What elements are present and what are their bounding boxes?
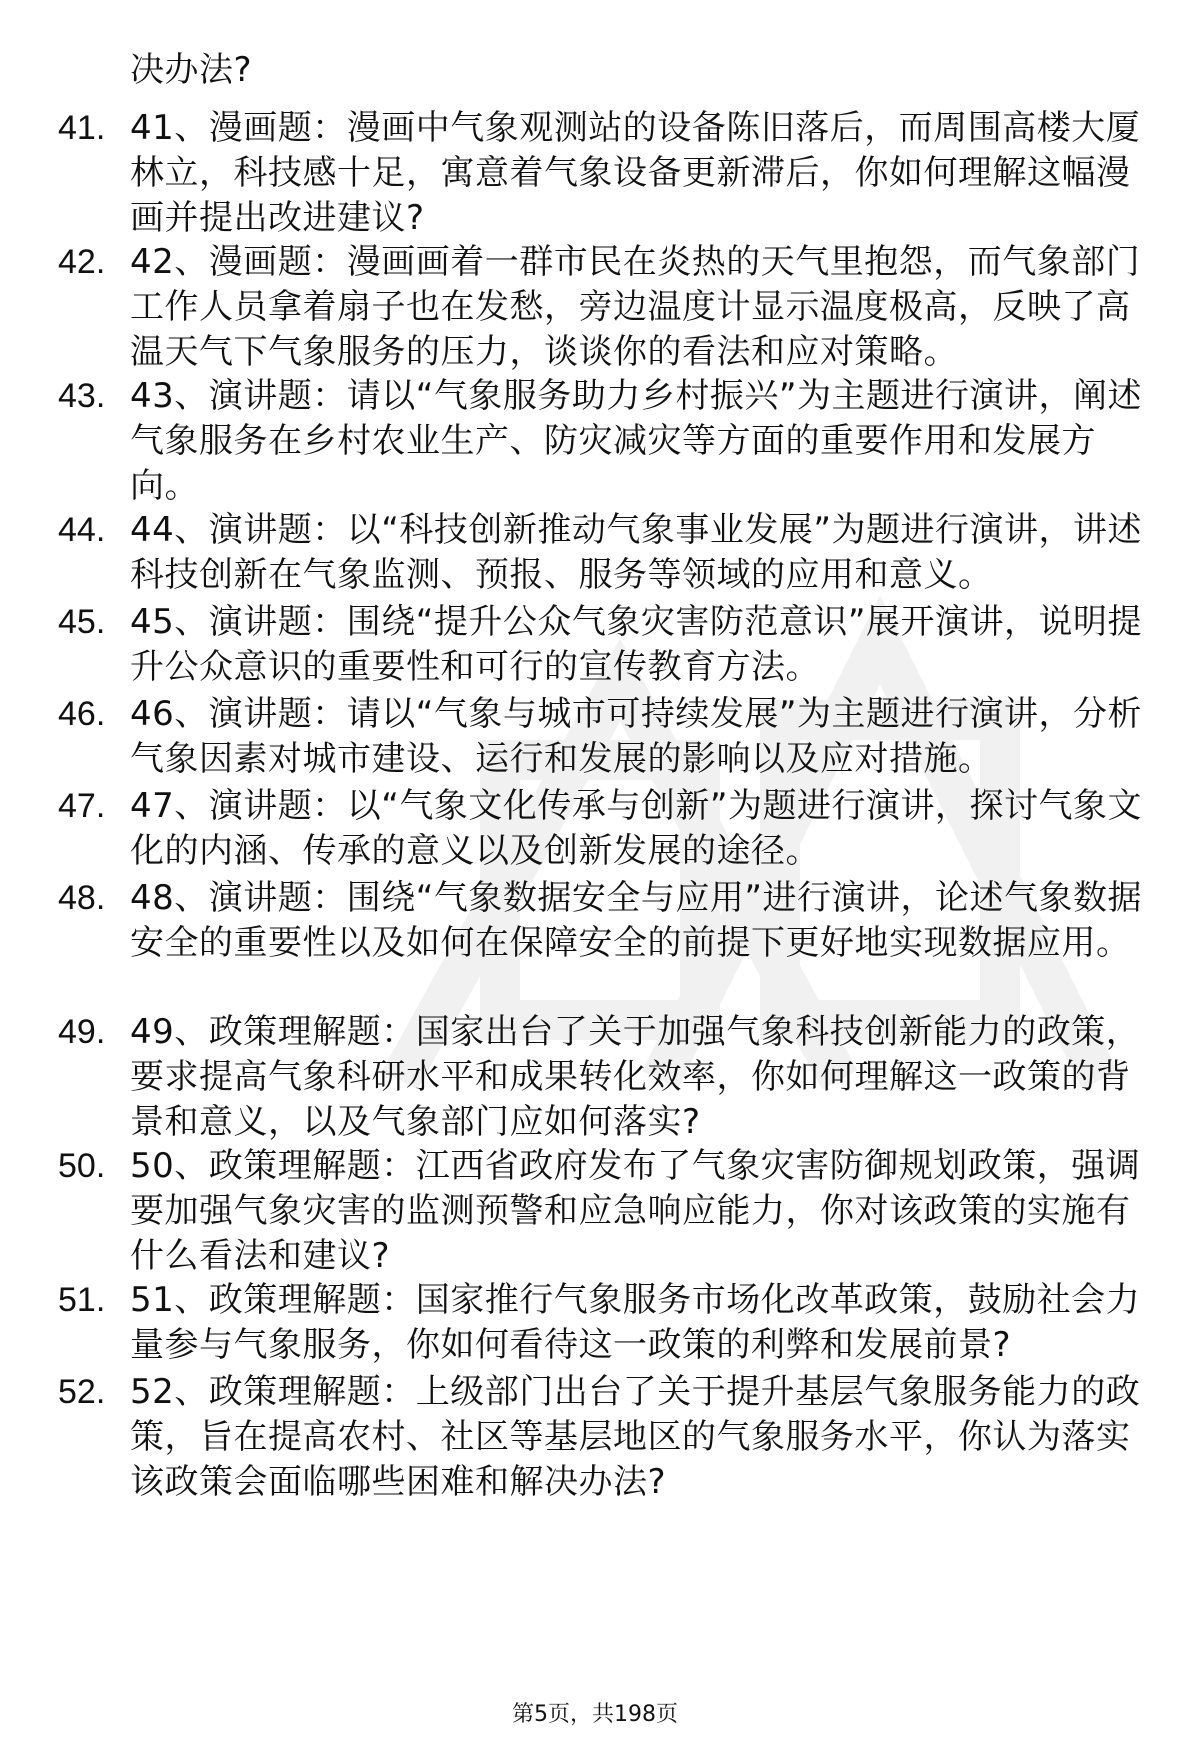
- question-number: 42.: [58, 243, 106, 281]
- continuation-text: 决办法?: [130, 50, 253, 90]
- question-text: 45、演讲题：围绕“提升公众气象灾害防范意识”展开演讲，说明提升公众意识的重要性和可行的宣传教育方法。: [130, 602, 1142, 687]
- question-text: 43、演讲题：请以“气象服务助力乡村振兴”为主题进行演讲，阐述气象服务在乡村农业生产、防灾减灾等方面的重要作用和发展方向。: [130, 376, 1142, 506]
- question-text: 52、政策理解题：上级部门出台了关于提升基层气象服务能力的政策，旨在提高农村、社区等基层地区的气象服务水平，你认为落实该政策会面临哪些困难和解决办法?: [130, 1372, 1141, 1502]
- question-number: 43.: [58, 377, 106, 415]
- question-text: 44、演讲题：以“科技创新推动气象事业发展”为题进行演讲，讲述科技创新在气象监测、预报、服务等领域的应用和意义。: [130, 510, 1142, 595]
- question-number: 49.: [58, 1013, 106, 1051]
- page-footer: 第5页，共198页: [512, 1702, 678, 1727]
- question-text: 48、演讲题：围绕“气象数据安全与应用”进行演讲，论述气象数据安全的重要性以及如何在保障安全的前提下更好地实现数据应用。: [130, 878, 1142, 963]
- question-text: 50、政策理解题：江西省政府发布了气象灾害防御规划政策，强调要加强气象灾害的监测预警和应急响应能力，你对该政策的实施有什么看法和建议?: [130, 1146, 1141, 1276]
- question-text: 51、政策理解题：国家推行气象服务市场化改革政策，鼓励社会力量参与气象服务，你如何看待这一政策的利弊和发展前景?: [130, 1280, 1141, 1365]
- question-text: 42、漫画题：漫画画着一群市民在炎热的天气里抱怨，而气象部门工作人员拿着扇子也在发愁，旁边温度计显示温度极高，反映了高温天气下气象服务的压力，谈谈你的看法和应对策略。: [130, 242, 1141, 372]
- question-number: 44.: [58, 511, 106, 549]
- question-text: 47、演讲题：以“气象文化传承与创新”为题进行演讲，探讨气象文化的内涵、传承的意义以及创新发展的途径。: [130, 786, 1142, 871]
- question-number: 50.: [58, 1147, 106, 1185]
- question-number: 41.: [58, 109, 106, 147]
- question-text: 46、演讲题：请以“气象与城市可持续发展”为主题进行演讲，分析气象因素对城市建设、运行和发展的影响以及应对措施。: [130, 694, 1142, 779]
- question-number: 46.: [58, 695, 106, 733]
- question-number: 51.: [58, 1281, 106, 1319]
- question-number: 47.: [58, 787, 106, 825]
- question-text: 41、漫画题：漫画中气象观测站的设备陈旧落后，而周围高楼大厦林立，科技感十足，寓意着气象设备更新滞后，你如何理解这幅漫画并提出改进建议?: [130, 108, 1141, 238]
- question-number: 52.: [58, 1373, 106, 1411]
- question-number: 45.: [58, 603, 106, 641]
- question-text: 49、政策理解题：国家出台了关于加强气象科技创新能力的政策，要求提高气象科研水平和成果转化效率，你如何理解这一政策的背景和意义，以及气象部门应如何落实?: [130, 1012, 1141, 1142]
- question-number: 48.: [58, 879, 106, 917]
